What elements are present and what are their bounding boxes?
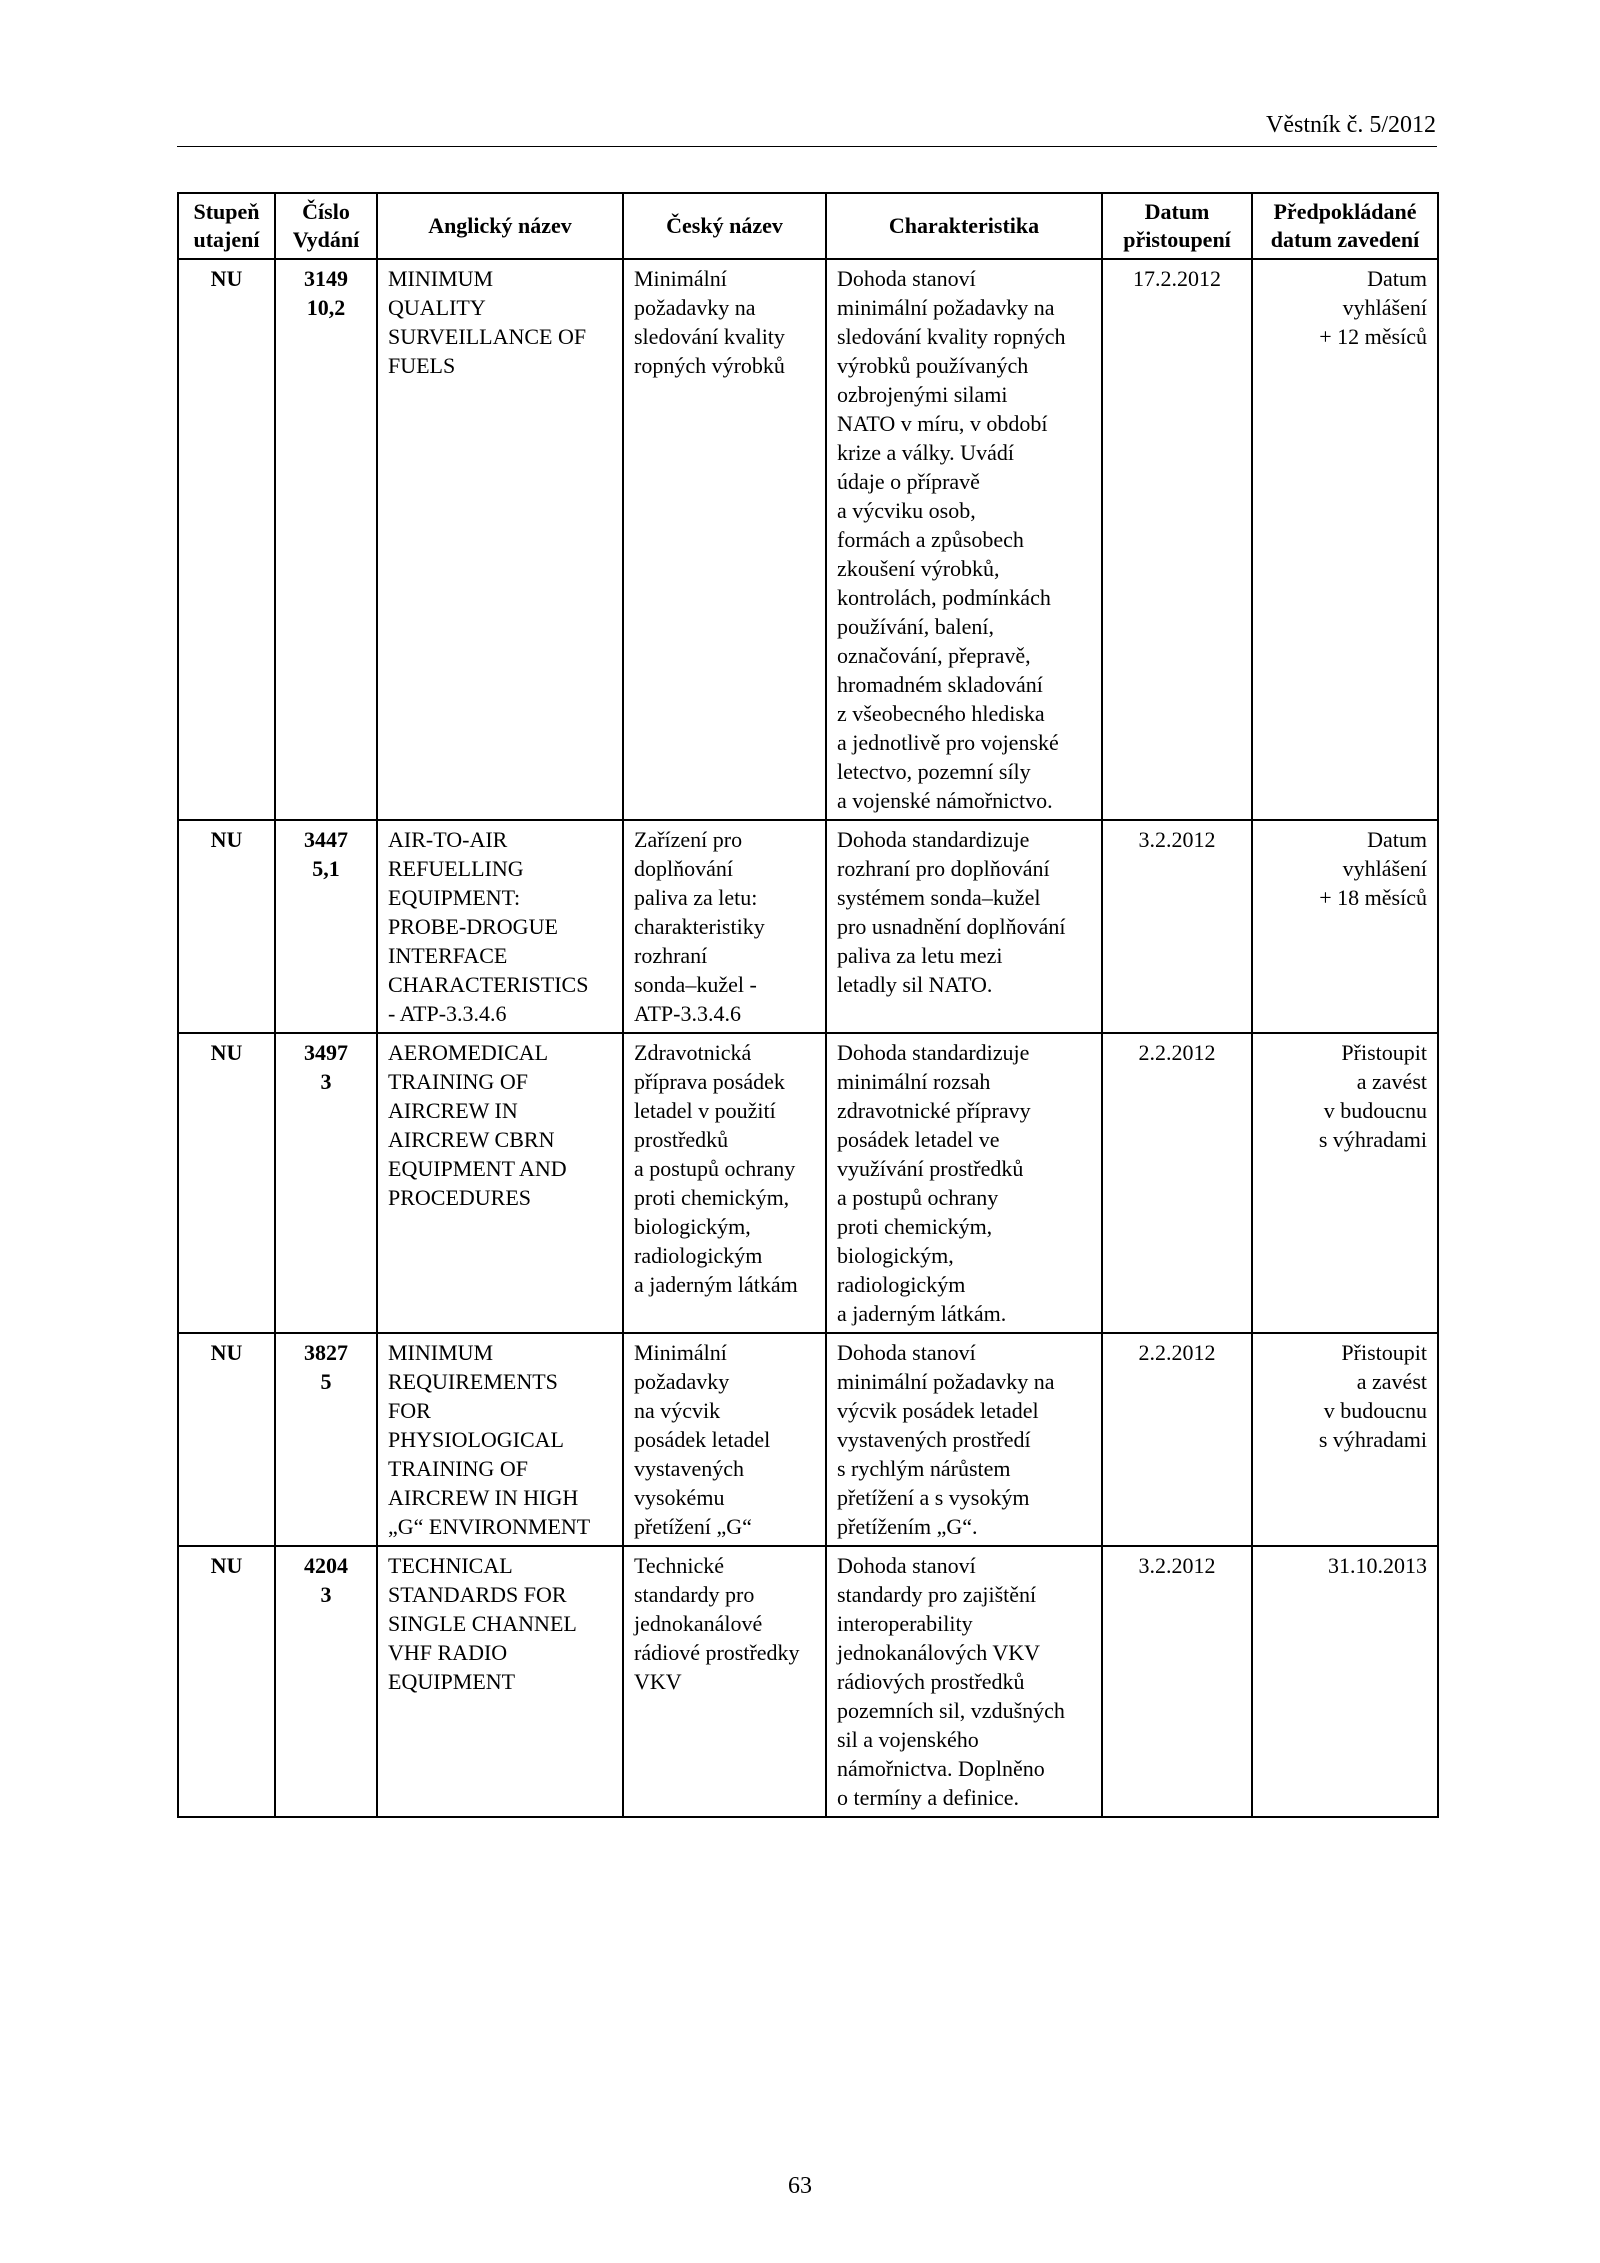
cell-number: 3447 5,1 — [275, 820, 377, 1033]
cell-czech-title: Zdravotnická příprava posádek letadel v použití prostředků a postupů ochrany proti chemickým, biologickým, radiologickým a jaderným látkám — [623, 1033, 826, 1333]
table-row — [178, 1546, 1438, 1817]
standards-table — [177, 192, 1439, 1818]
cell-characteristics: Dohoda standardizuje minimální rozsah zdravotnické přípravy posádek letadel ve využívání prostředků a postupů ochrany proti chemickým, biologickým, radiologickým a jaderným látkám. — [826, 1033, 1102, 1333]
cell-english-title: MINIMUM REQUIREMENTS FOR PHYSIOLOGICAL TRAINING OF AIRCREW IN HIGH „G“ ENVIRONMENT — [377, 1333, 623, 1546]
cell-implementation-date: 31.10.2013 — [1252, 1546, 1438, 1817]
cell-accession-date: 2.2.2012 — [1102, 1033, 1252, 1333]
cell-characteristics: Dohoda stanoví minimální požadavky na sledování kvality ropných výrobků používaných ozbrojenými silami NATO v míru, v období krize a války. Uvádí údaje o přípravě a výcviku osob, formách a způsobech zkoušení výrobků, kontrolách, podmínkách používání, balení, označování, přepravě, hromadném skladování z všeobecného hlediska a jednotlivě pro vojenské letectvo, pozemní síly a vojenské námořnictvo. — [826, 259, 1102, 820]
cell-number: 3827 5 — [275, 1333, 377, 1546]
cell-level: NU — [178, 1546, 275, 1817]
col-header-characteristics: Charakteristika — [826, 193, 1102, 259]
cell-implementation-date: Datum vyhlášení + 12 měsíců — [1252, 259, 1438, 820]
cell-implementation-date: Datum vyhlášení + 18 měsíců — [1252, 820, 1438, 1033]
cell-czech-title: Minimální požadavky na výcvik posádek letadel vystavených vysokému přetížení „G“ — [623, 1333, 826, 1546]
col-header-number: Číslo Vydání — [275, 193, 377, 259]
col-header-czech: Český název — [623, 193, 826, 259]
table-row — [178, 1033, 1438, 1333]
cell-accession-date: 3.2.2012 — [1102, 1546, 1252, 1817]
table-row — [178, 820, 1438, 1033]
cell-characteristics: Dohoda stanoví standardy pro zajištění interoperability jednokanálových VKV rádiových prostředků pozemních sil, vzdušných sil a vojenského námořnictva. Doplněno o termíny a definice. — [826, 1546, 1102, 1817]
page-number: 63 — [788, 2173, 812, 2199]
table-header-row — [178, 193, 1438, 259]
header-rule — [177, 146, 1437, 147]
cell-accession-date: 2.2.2012 — [1102, 1333, 1252, 1546]
cell-number: 3497 3 — [275, 1033, 377, 1333]
cell-number: 4204 3 — [275, 1546, 377, 1817]
col-header-accession: Datum přistoupení — [1102, 193, 1252, 259]
cell-czech-title: Zařízení pro doplňování paliva za letu: charakteristiky rozhraní sonda–kužel - ATP-3.3.4.6 — [623, 820, 826, 1033]
table-row — [178, 1333, 1438, 1546]
cell-czech-title: Technické standardy pro jednokanálové rádiové prostředky VKV — [623, 1546, 826, 1817]
cell-english-title: AEROMEDICAL TRAINING OF AIRCREW IN AIRCREW CBRN EQUIPMENT AND PROCEDURES — [377, 1033, 623, 1333]
cell-level: NU — [178, 259, 275, 820]
cell-characteristics: Dohoda standardizuje rozhraní pro doplňování systémem sonda–kužel pro usnadnění doplňování paliva za letu mezi letadly sil NATO. — [826, 820, 1102, 1033]
cell-number: 3149 10,2 — [275, 259, 377, 820]
cell-implementation-date: Přistoupit a zavést v budoucnu s výhradami — [1252, 1033, 1438, 1333]
cell-level: NU — [178, 1033, 275, 1333]
cell-characteristics: Dohoda stanoví minimální požadavky na výcvik posádek letadel vystavených prostředí s rychlým nárůstem přetížení a s vysokým přetížením „G“. — [826, 1333, 1102, 1546]
col-header-level: Stupeň utajení — [178, 193, 275, 259]
cell-english-title: MINIMUM QUALITY SURVEILLANCE OF FUELS — [377, 259, 623, 820]
cell-english-title: AIR-TO-AIR REFUELLING EQUIPMENT: PROBE-DROGUE INTERFACE CHARACTERISTICS - ATP-3.3.4.6 — [377, 820, 623, 1033]
cell-implementation-date: Přistoupit a zavést v budoucnu s výhradami — [1252, 1333, 1438, 1546]
col-header-implementation: Předpokládané datum zavedení — [1252, 193, 1438, 259]
cell-czech-title: Minimální požadavky na sledování kvality ropných výrobků — [623, 259, 826, 820]
cell-accession-date: 17.2.2012 — [1102, 259, 1252, 820]
cell-english-title: TECHNICAL STANDARDS FOR SINGLE CHANNEL VHF RADIO EQUIPMENT — [377, 1546, 623, 1817]
table-row — [178, 259, 1438, 820]
journal-header: Věstník č. 5/2012 — [1266, 112, 1436, 138]
col-header-english: Anglický název — [377, 193, 623, 259]
cell-level: NU — [178, 1333, 275, 1546]
cell-accession-date: 3.2.2012 — [1102, 820, 1252, 1033]
cell-level: NU — [178, 820, 275, 1033]
